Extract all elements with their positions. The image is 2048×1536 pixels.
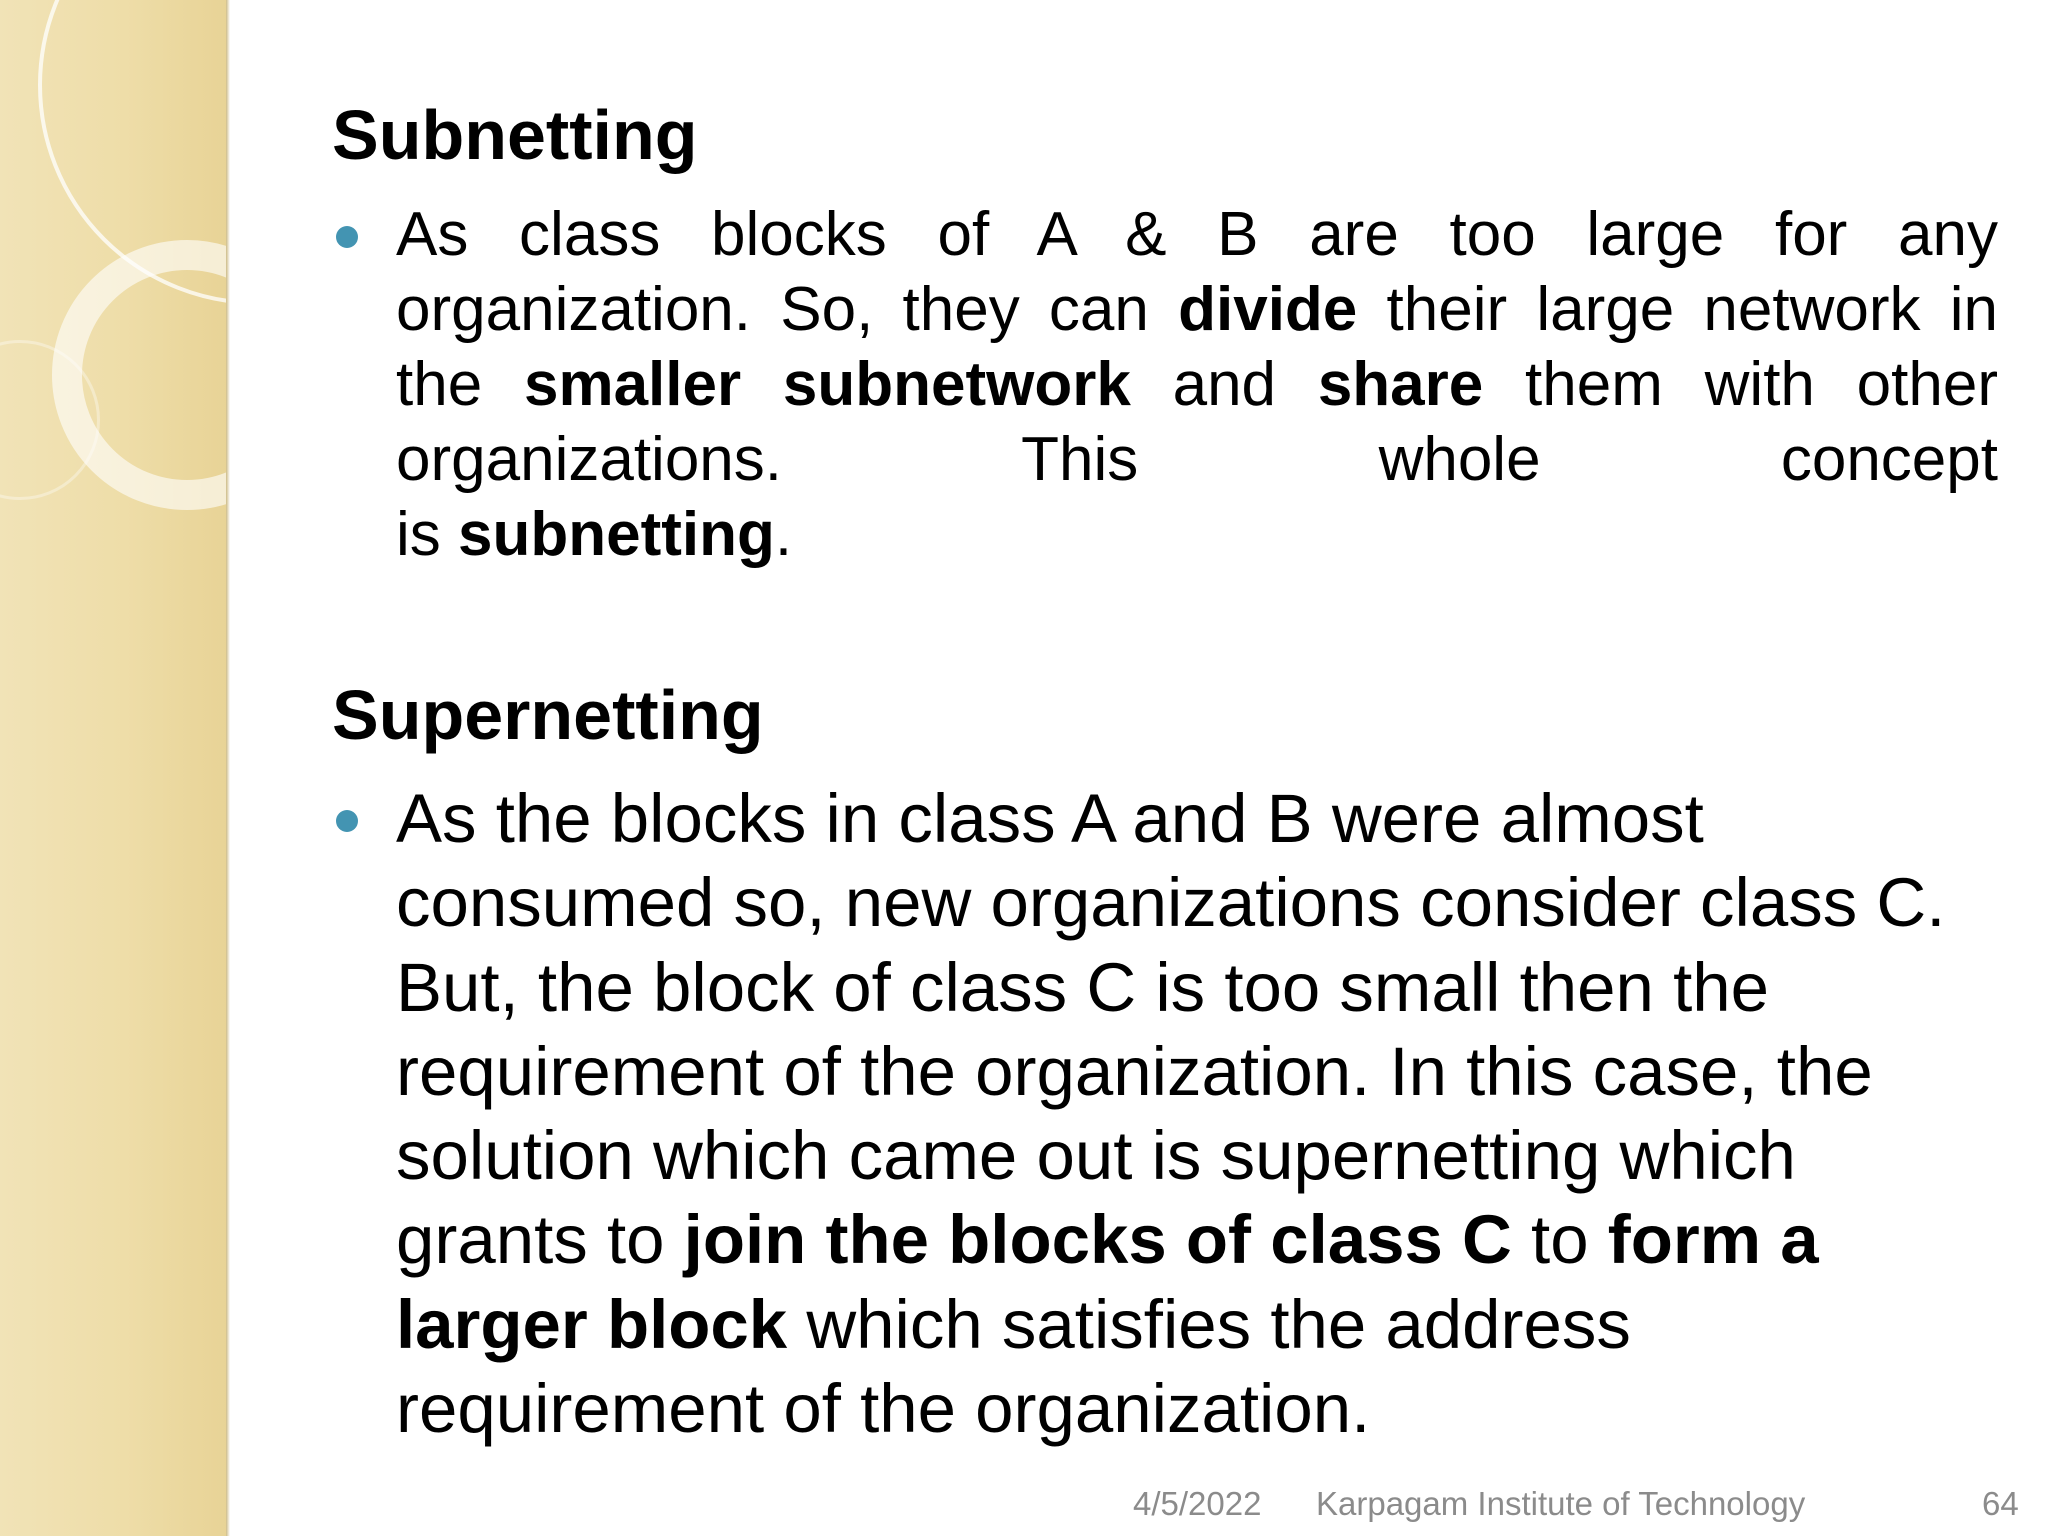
- text-run: .: [774, 500, 793, 569]
- text-run: is: [396, 500, 458, 569]
- bullet-icon: [336, 226, 358, 248]
- supernetting-heading: Supernetting: [332, 676, 764, 754]
- bold-term-divide: divide: [1178, 275, 1358, 344]
- text-run: their large network in the: [396, 275, 1998, 419]
- text-run: and: [1130, 350, 1318, 419]
- bold-term-larger-block: form a larger block: [396, 1201, 1819, 1363]
- bullet-icon: [336, 810, 358, 832]
- decorative-side-panel: [0, 0, 228, 1536]
- subnetting-heading: Subnetting: [332, 96, 698, 174]
- footer-date: 4/5/2022: [1133, 1485, 1262, 1522]
- last-line: [396, 497, 1998, 572]
- text-run: them with other organizations. This whole concept: [396, 350, 1998, 494]
- slide-number: 64: [1982, 1485, 2019, 1522]
- bold-term-subnetting: subnetting: [458, 500, 775, 569]
- text-run: which satisfies the address requirement of the organization.: [396, 1285, 1631, 1448]
- bold-term-smaller-subnetwork: smaller subnetwork: [523, 350, 1131, 419]
- text-run: As class blocks of A & B are too large for any organization. So, they can: [396, 200, 1998, 344]
- bold-term-share: share: [1317, 350, 1484, 419]
- bold-term-join-blocks: join the blocks of class C: [683, 1201, 1512, 1279]
- side-panel-edge: [226, 0, 230, 1536]
- text-run: to: [1511, 1201, 1608, 1279]
- supernetting-bullet-text: [396, 777, 1998, 1451]
- text-run: As the blocks in class A and B were almost consumed so, new organizations consider class C. But, the block of class C is too small then the requirement of the organization. In this case, the solution which came out is supernetting which grants to: [396, 780, 1946, 1279]
- subnetting-bullet-text: [396, 197, 1998, 572]
- footer-organization: Karpagam Institute of Technology: [1316, 1485, 1806, 1522]
